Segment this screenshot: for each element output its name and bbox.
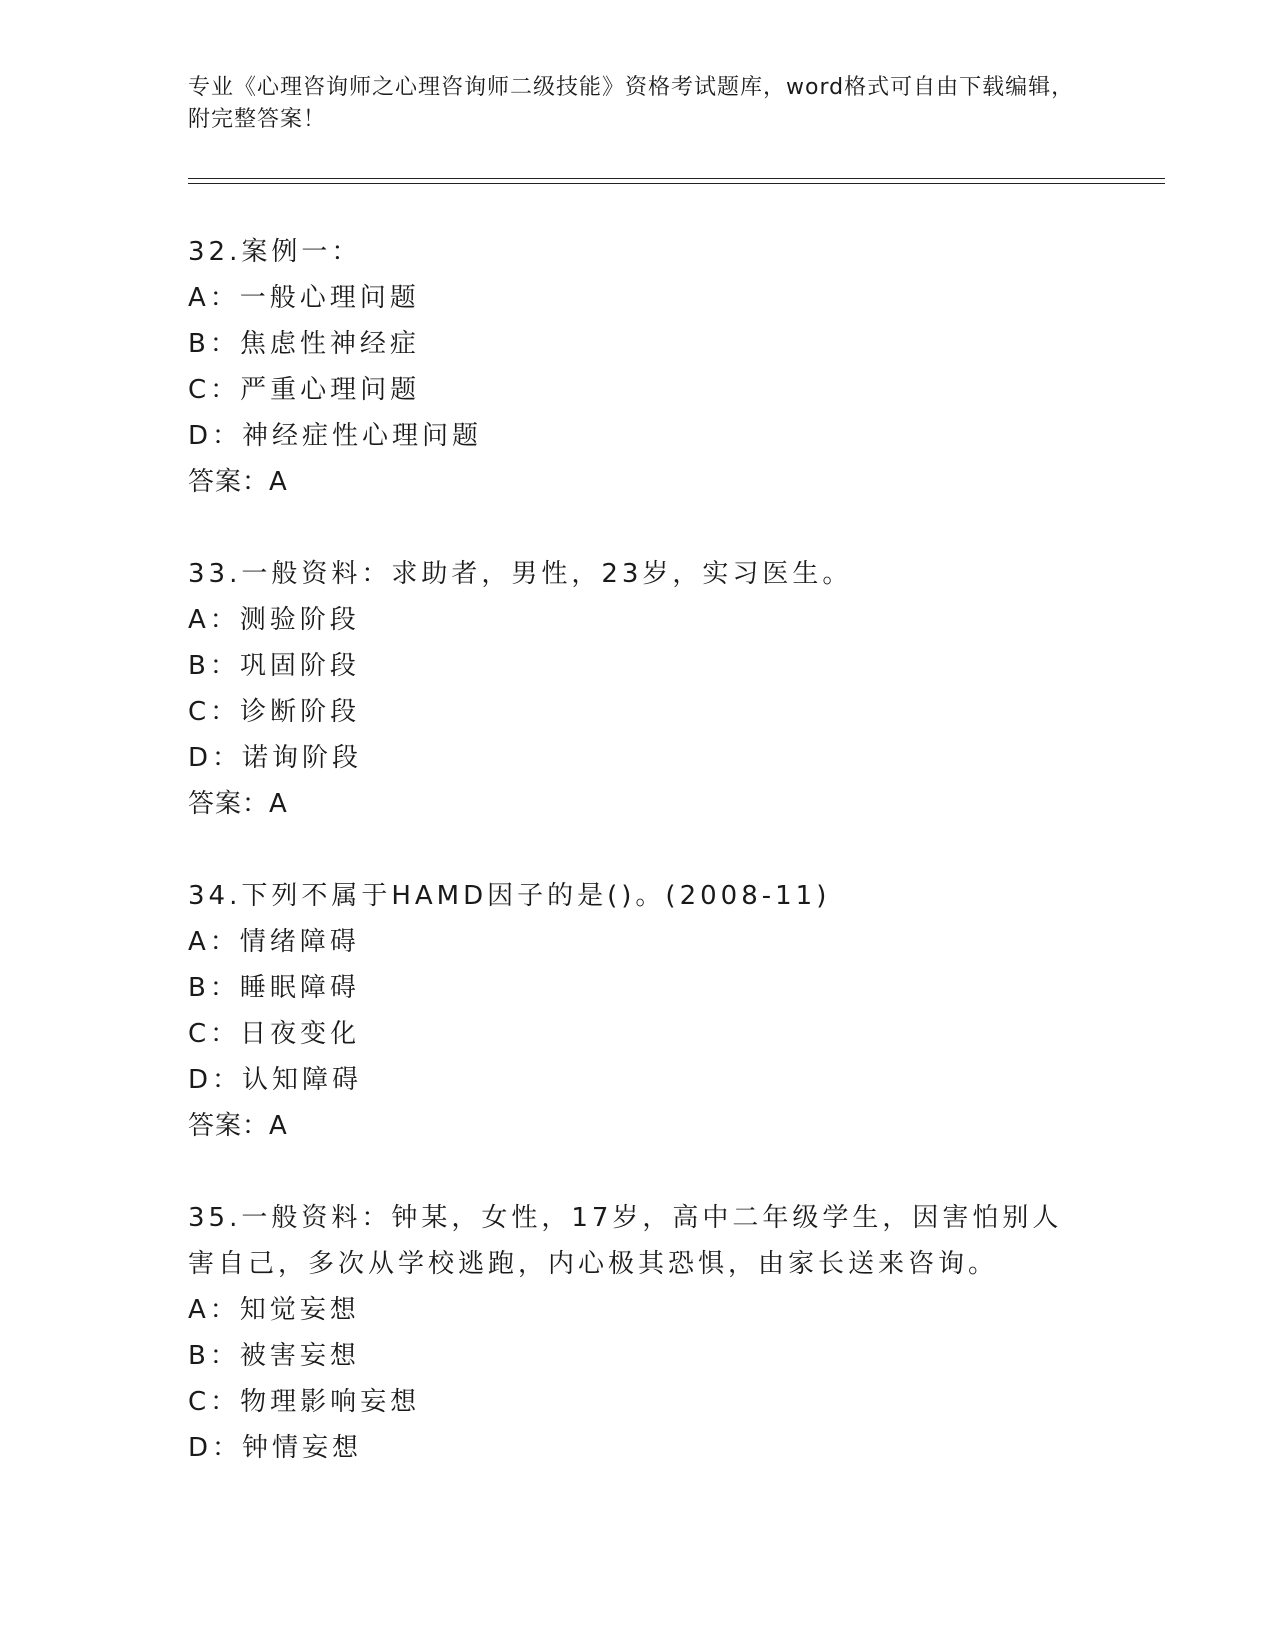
- option-a: A：知觉妄想: [188, 1295, 360, 1325]
- question-33: [188, 551, 1088, 827]
- header-intro-text: 专业《心理咨询师之心理咨询师二级技能》资格考试题库，word格式可自由下载编辑，附完整答案！: [188, 75, 1075, 132]
- option-b: B：被害妄想: [188, 1341, 360, 1371]
- question-35: [188, 1195, 1088, 1471]
- option-c: C：日夜变化: [188, 1019, 361, 1049]
- document-header: [188, 72, 1088, 136]
- option-a: A：情绪障碍: [188, 927, 360, 957]
- option-a: A：测验阶段: [188, 605, 360, 635]
- answer-line: [188, 1103, 1088, 1149]
- question-stem: 32.案例一：: [188, 237, 362, 267]
- answer-line: [188, 459, 1088, 505]
- option-b: B：巩固阶段: [188, 651, 360, 681]
- question-34: [188, 873, 1088, 1149]
- header-divider-bottom: [188, 183, 1165, 184]
- option-c: C：诊断阶段: [188, 697, 361, 727]
- question-32: [188, 229, 1088, 505]
- header-divider-top: [188, 178, 1165, 179]
- question-stem: 35.一般资料：钟某，女性，17岁，高中二年级学生，因害怕别人害自己，多次从学校逃跑，内心极其恐惧，由家长送来咨询。: [188, 1203, 1063, 1279]
- option-d: D：钟情妄想: [188, 1433, 363, 1463]
- answer-label: 答案：: [188, 1111, 270, 1141]
- option-a: A：一般心理问题: [188, 283, 420, 313]
- answer-value: A: [269, 1111, 288, 1141]
- option-b: B：焦虑性神经症: [188, 329, 420, 359]
- question-stem: 34.下列不属于HAMD因子的是()。(2008-11): [188, 881, 831, 911]
- answer-value: A: [269, 467, 288, 497]
- option-d: D：诺询阶段: [188, 743, 363, 773]
- option-d: D：认知障碍: [188, 1065, 363, 1095]
- option-c: C：物理影响妄想: [188, 1387, 421, 1417]
- option-b: B：睡眠障碍: [188, 973, 360, 1003]
- answer-line: [188, 781, 1088, 827]
- option-c: C：严重心理问题: [188, 375, 421, 405]
- question-stem: 33.一般资料：求助者，男性，23岁，实习医生。: [188, 559, 853, 589]
- option-d: D：神经症性心理问题: [188, 421, 483, 451]
- answer-label: 答案：: [188, 789, 270, 819]
- answer-value: A: [269, 789, 288, 819]
- answer-label: 答案：: [188, 467, 270, 497]
